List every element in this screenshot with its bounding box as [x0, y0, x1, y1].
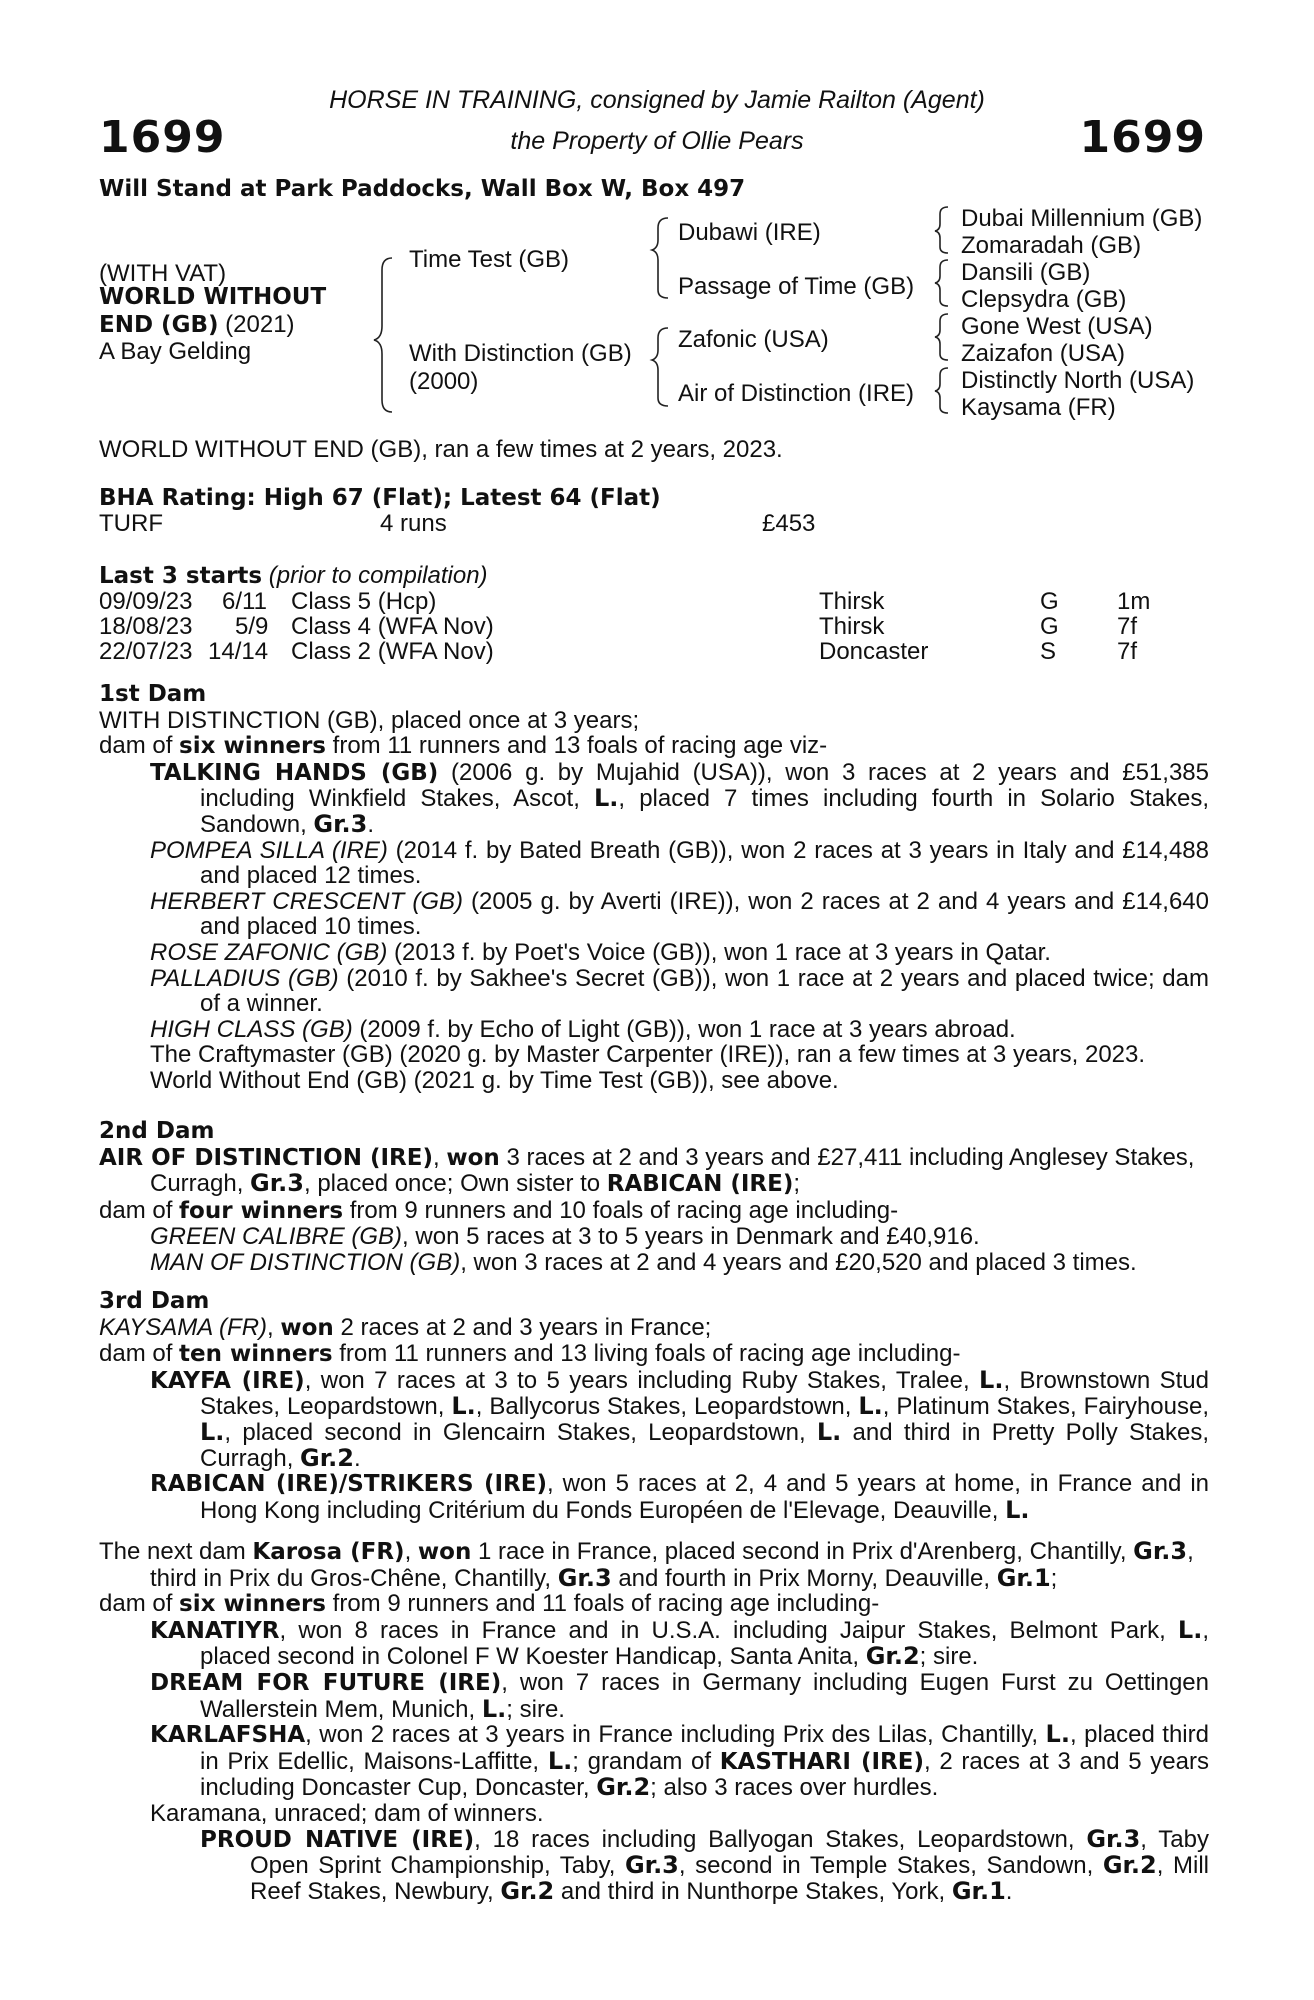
start-course: Doncaster — [819, 638, 929, 665]
second-dam-heading: 2nd Dam — [99, 1118, 215, 1144]
start-position: 6/11 — [222, 588, 267, 615]
start-course: Thirsk — [819, 588, 885, 615]
start-date: 18/08/23 — [99, 613, 193, 640]
start-position: 5/9 — [235, 613, 269, 640]
start-date: 22/07/23 — [99, 638, 193, 665]
produce-entry: DREAM FOR FUTURE (IRE), won 7 races in Germany including Eugen Furst zu Oettingen Wallerstein Mem, Munich, L.; sire. — [150, 1668, 1209, 1723]
sire-dam: Passage of Time (GB) — [678, 273, 915, 300]
second-dam-produce-line: dam of four winners from 9 runners and 10 foals of racing age including- — [99, 1196, 899, 1224]
produce-entry: World Without End (GB) (2021 g. by Time Test (GB)), see above. — [150, 1066, 839, 1094]
third-dam-line: KAYSAMA (FR), won 2 races at 2 and 3 years in France; — [99, 1313, 712, 1341]
first-dam-produce-line: dam of six winners from 11 runners and 13 foals of racing age viz- — [99, 732, 828, 760]
lot-number-right: 1699 — [1079, 112, 1206, 163]
start-distance: 7f — [1117, 613, 1138, 640]
produce-entry: Karamana, unraced; dam of winners. — [150, 1799, 544, 1827]
produce-entry: KARLAFSHA, won 2 races at 3 years in France including Prix des Lilas, Chantilly, L., placed third in Prix Edellic, Maisons-Laffitte, L.; grandam of KASTHARI (IRE), 2 races at 3 and 5 years including Doncaster Cup, Doncaster, Gr.2; also 3 races over hurdles. — [150, 1720, 1209, 1802]
ped-g3-3: Dansili (GB) — [961, 259, 1091, 286]
produce-entry: PALLADIUS (GB) (2010 f. by Sakhee's Secret (GB)), won 1 race at 2 years and placed twice; dam of a winner. — [150, 964, 1209, 1018]
next-dam-produce-line: dam of six winners from 9 runners and 11 foals of racing age including- — [99, 1590, 880, 1618]
third-dam-produce-line: dam of ten winners from 11 runners and 13 living foals of racing age including- — [99, 1340, 961, 1368]
ped-g3-2: Zomaradah (GB) — [961, 232, 1142, 259]
start-going: G — [1040, 613, 1059, 640]
dam: With Distinction (GB) — [409, 340, 632, 367]
produce-entry: KAYFA (IRE), won 7 races at 3 to 5 years including Ruby Stakes, Tralee, L., Brownstown Stud Stakes, Leopardstown, L., Ballycorus Stakes, Leopardstown, L., Platinum Stakes, Fairyhouse, L., placed second in Glencairn Stakes, Leopardstown, L. and third in Pretty Polly Stakes, Curragh, Gr.2. — [150, 1365, 1209, 1472]
rating-runs: 4 runs — [380, 510, 447, 537]
produce-entry: MAN OF DISTINCTION (GB), won 3 races at 2 and 4 years and £20,520 and placed 3 times. — [150, 1248, 1137, 1276]
start-going: G — [1040, 588, 1059, 615]
first-dam-section — [99, 682, 1209, 1094]
produce-entry: HIGH CLASS (GB) (2009 f. by Echo of Light (GB)), won 1 race at 3 years abroad. — [150, 1015, 1016, 1043]
start-class: Class 5 (Hcp) — [291, 588, 437, 615]
produce-entry: POMPEA SILLA (IRE) (2014 f. by Bated Breath (GB)), won 2 races at 3 years in Italy and £14,488 and placed 12 times. — [150, 836, 1209, 890]
ped-g3-6: Zaizafon (USA) — [961, 340, 1126, 367]
first-dam-heading: 1st Dam — [99, 681, 207, 707]
stand-location: Will Stand at Park Paddocks, Wall Box W, Box 497 — [99, 176, 746, 202]
rating-earnings: £453 — [762, 510, 816, 537]
produce-entry: HERBERT CRESCENT (GB) (2005 g. by Averti (IRE)), won 2 races at 2 and 4 years and £14,640 and placed 10 times. — [150, 887, 1209, 941]
dam-dam: Air of Distinction (IRE) — [678, 380, 915, 407]
ped-g3-8: Kaysama (FR) — [961, 394, 1116, 421]
horse-name-line2: END (GB) (2021) — [99, 311, 295, 338]
third-dam-section — [99, 1289, 1209, 1523]
rating-surface: TURF — [99, 510, 163, 537]
ped-g3-7: Distinctly North (USA) — [961, 367, 1195, 394]
consignor-line: HORSE IN TRAINING, consigned by Jamie Railton (Agent) — [329, 86, 985, 114]
produce-entry: GREEN CALIBRE (GB), won 5 races at 3 to 5 years in Denmark and £40,916. — [150, 1223, 980, 1251]
lot-number-left: 1699 — [99, 112, 226, 163]
start-course: Thirsk — [819, 613, 885, 640]
property-line: the Property of Ollie Pears — [510, 127, 804, 155]
horse-description: A Bay Gelding — [99, 338, 252, 365]
produce-entry: The Craftymaster (GB) (2020 g. by Master Carpenter (IRE)), ran a few times at 3 years, 2023. — [150, 1041, 1146, 1069]
ped-g3-1: Dubai Millennium (GB) — [961, 205, 1203, 232]
produce-entry: TALKING HANDS (GB) (2006 g. by Mujahid (USA)), won 3 races at 2 years and £51,385 including Winkfield Stakes, Ascot, L., placed 7 times including fourth in Solario Stakes, Sandown, Gr.3. — [150, 758, 1210, 838]
next-dam-section — [99, 1539, 1209, 1904]
produce-entry: PROUD NATIVE (IRE), 18 races including Ballyogan Stakes, Leopardstown, Gr.3, Taby Open Sprint Championship, Taby, Gr.3, second in Temple Stakes, Sandown, Gr.2, Mill Reef Stakes, Newbury, Gr.2 and third in Nunthorpe Stakes, York, Gr.1. — [200, 1824, 1209, 1905]
sire: Time Test (GB) — [409, 246, 570, 273]
second-dam-section — [99, 1119, 1209, 1276]
produce-entry: RABICAN (IRE)/STRIKERS (IRE), won 5 races at 2, 4 and 5 years at home, in France and in Hong Kong including Critérium du Fonds Européen de l'Elevage, Deauville, L. — [150, 1470, 1209, 1524]
ped-g3-4: Clepsydra (GB) — [961, 286, 1127, 313]
produce-entry: ROSE ZAFONIC (GB) (2013 f. by Poet's Voice (GB)), won 1 race at 3 years in Qatar. — [150, 938, 1051, 966]
vat-note: (WITH VAT) — [99, 260, 227, 287]
race-summary: WORLD WITHOUT END (GB), ran a few times at 2 years, 2023. — [99, 436, 783, 463]
dam-year: (2000) — [409, 368, 479, 395]
start-going: S — [1040, 638, 1057, 665]
start-distance: 7f — [1117, 638, 1138, 665]
horse-name-line1: WORLD WITHOUT — [99, 284, 327, 310]
bha-rating: BHA Rating: High 67 (Flat); Latest 64 (Flat) — [99, 485, 661, 511]
first-dam-line: WITH DISTINCTION (GB), placed once at 3 years; — [99, 706, 640, 734]
produce-entry: KANATIYR, won 8 races in France and in U.S.A. including Jaipur Stakes, Belmont Park, L., placed second in Colonel F W Koester Handicap, Santa Anita, Gr.2; sire. — [150, 1615, 1209, 1671]
start-class: Class 4 (WFA Nov) — [291, 613, 494, 640]
second-dam-line: AIR OF DISTINCTION (IRE), won 3 races at 2 and 3 years and £27,411 including Anglesey Stakes, Curragh, Gr.3, placed once; Own sister to RABICAN (IRE); — [99, 1143, 1195, 1198]
start-class: Class 2 (WFA Nov) — [291, 638, 494, 665]
start-date: 09/09/23 — [99, 588, 193, 615]
start-position: 14/14 — [208, 638, 269, 665]
dam-sire: Zafonic (USA) — [678, 326, 829, 353]
third-dam-heading: 3rd Dam — [99, 1288, 210, 1314]
sire-sire: Dubawi (IRE) — [678, 219, 821, 246]
ped-g3-5: Gone West (USA) — [961, 313, 1153, 340]
start-distance: 1m — [1117, 588, 1151, 615]
last-starts-heading: Last 3 starts (prior to compilation) — [99, 562, 488, 589]
next-dam-line: The next dam Karosa (FR), won 1 race in France, placed second in Prix d'Arenberg, Chantilly, Gr.3, third in Prix du Gros-Chêne, Chantilly, Gr.3 and fourth in Prix Morny, Deauville, Gr.1; — [99, 1537, 1194, 1592]
